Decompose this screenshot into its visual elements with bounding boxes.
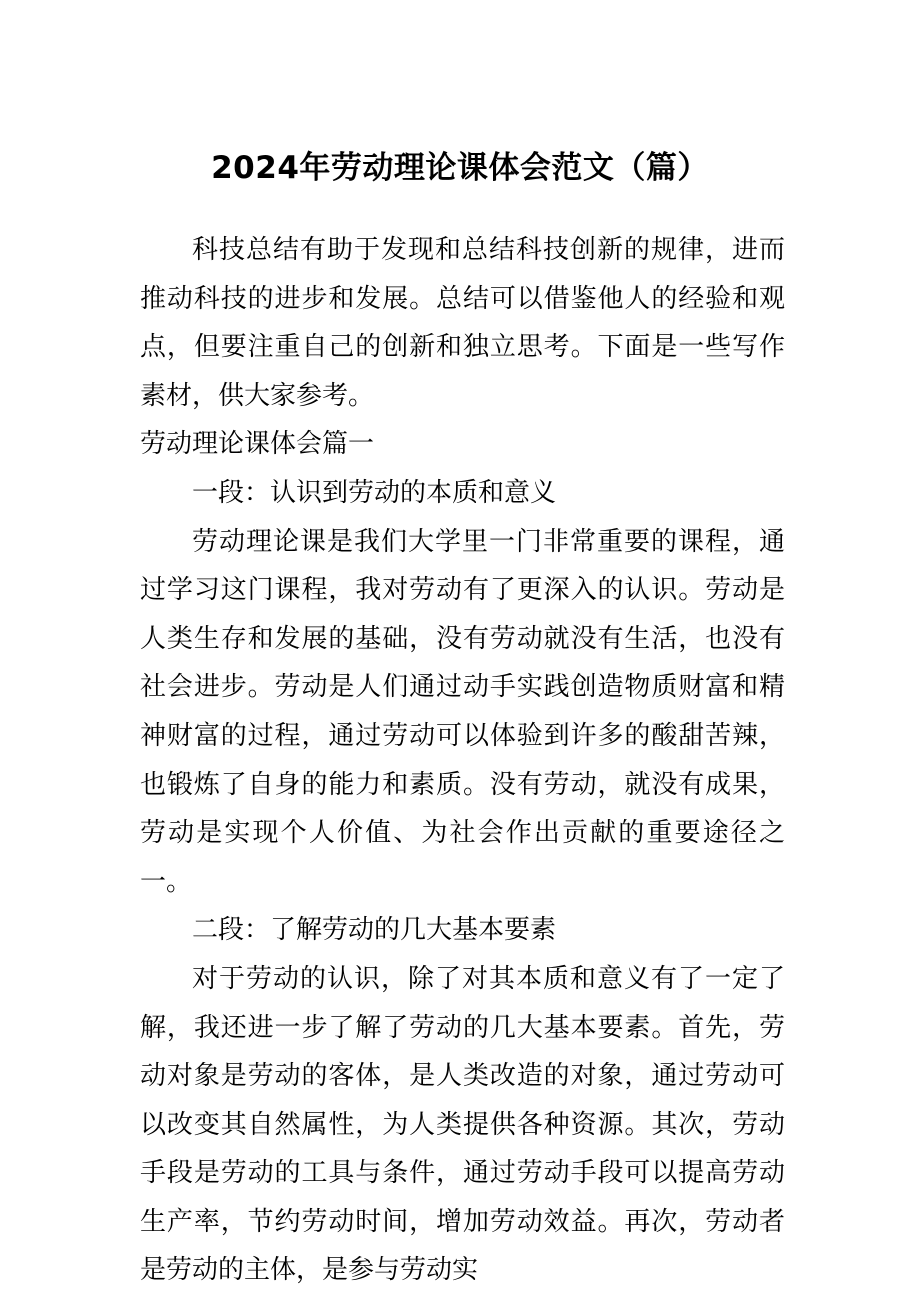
part2-paragraph: 对于劳动的认识，除了对其本质和意义有了一定了解，我还进一步了解了劳动的几大基本要素。首先，劳动对象是劳动的客体，是人类改造的对象，通过劳动可以改变其自然属性，为人类提供各种资源。其次，劳动手段是劳动的工具与条件，通过劳动手段可以提高劳动生产率，节约劳动时间，增加劳动效益。再次，劳动者是劳动的主体，是参与劳动实 [140,963,785,1286]
part2-heading: 二段：了解劳动的几大基本要素 [192,915,557,946]
document-body [140,226,785,1295]
intro-paragraph: 科技总结有助于发现和总结科技创新的规律，进而推动科技的进步和发展。总结可以借鉴他人的经验和观点，但要注重自己的创新和独立思考。下面是一些写作素材，供大家参考。 [140,235,785,411]
part1-heading: 一段：认识到劳动的本质和意义 [192,477,557,508]
section-heading: 劳动理论课体会篇一 [140,429,375,460]
document-title: 2024年劳动理论课体会范文（篇） [211,150,709,186]
part1-paragraph: 劳动理论课是我们大学里一门非常重要的课程，通过学习这门课程，我对劳动有了更深入的认识。劳动是人类生存和发展的基础，没有劳动就没有生活，也没有社会进步。劳动是人们通过动手实践创造物质财富和精神财富的过程，通过劳动可以体验到许多的酸甜苦辣，也锻炼了自身的能力和素质。没有劳动，就没有成果，劳动是实现个人价值、为社会作出贡献的重要途径之一。 [140,526,785,897]
